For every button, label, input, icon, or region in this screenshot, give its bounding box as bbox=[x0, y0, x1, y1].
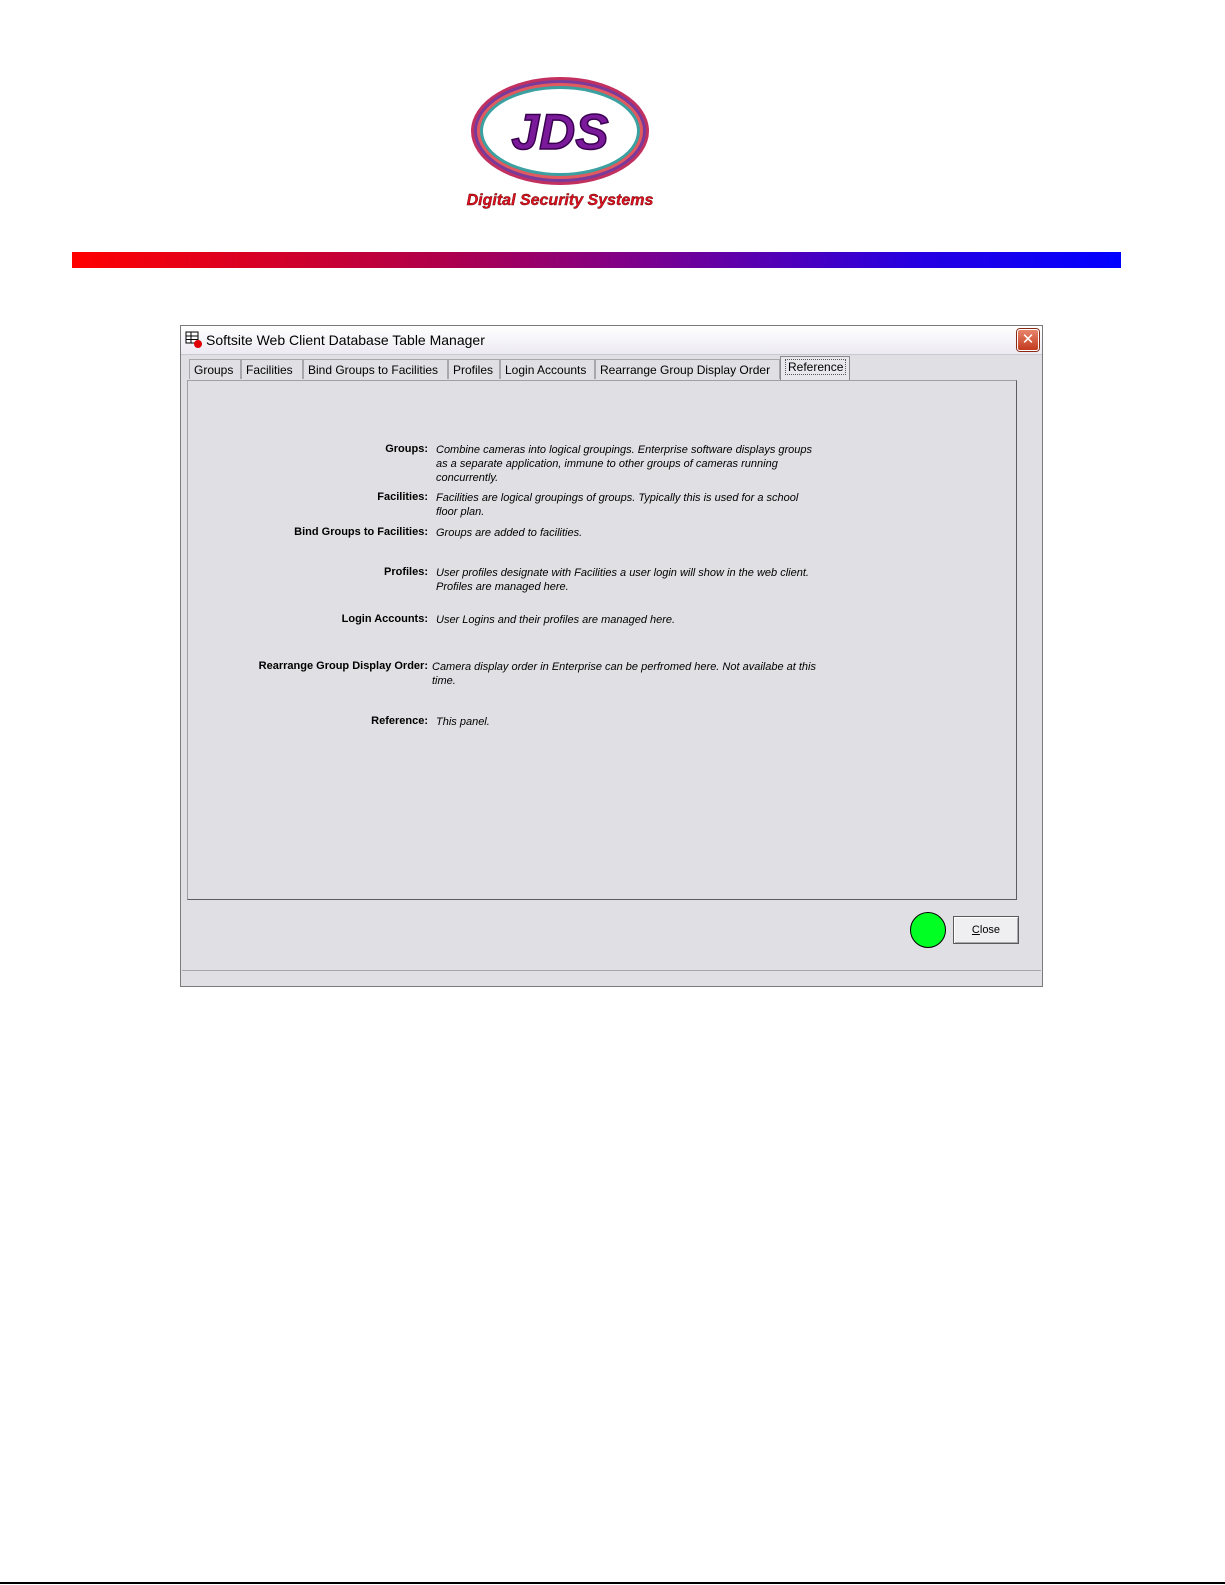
header-gradient-bar bbox=[72, 252, 1121, 268]
status-bar bbox=[182, 970, 1041, 985]
tab-label: Groups bbox=[194, 363, 234, 377]
logo-tagline: Digital Security Systems bbox=[466, 192, 654, 209]
reference-description: Camera display order in Enterprise can be perfromed here. Not availabe at this time. bbox=[432, 661, 816, 687]
table-grid-icon bbox=[185, 331, 203, 349]
tab-label: Reference bbox=[785, 359, 846, 375]
reference-panel bbox=[187, 380, 1017, 900]
tab-label: Login Accounts bbox=[505, 363, 587, 377]
page-bottom-rule bbox=[0, 1582, 1225, 1584]
reference-label: Login Accounts: bbox=[341, 613, 428, 625]
logo-mark-text: JDS bbox=[511, 104, 609, 160]
tab-label: Rearrange Group Display Order bbox=[600, 363, 771, 377]
tab-facilities[interactable] bbox=[241, 359, 303, 379]
reference-label: Profiles: bbox=[383, 566, 428, 578]
jds-logo bbox=[448, 74, 676, 214]
reference-label: Reference: bbox=[371, 715, 428, 727]
close-button[interactable] bbox=[953, 916, 1019, 944]
window-close-button[interactable] bbox=[1017, 329, 1039, 351]
tab-label: Facilities bbox=[246, 363, 293, 377]
tab-groups[interactable] bbox=[189, 359, 241, 379]
close-label: lose bbox=[979, 924, 1001, 936]
reference-label: Bind Groups to Facilities: bbox=[294, 526, 428, 538]
tab-bind-groups-to-facilities[interactable] bbox=[303, 359, 448, 379]
reference-description: Facilities are logical groupings of groups. Typically this is used for a school floor plan. bbox=[436, 492, 799, 518]
reference-description: User profiles designate with Facilities a user login will show in the web client. Profiles are managed here. bbox=[436, 567, 809, 593]
app-window bbox=[180, 325, 1043, 987]
tab-label: Profiles bbox=[453, 363, 494, 377]
reference-description: This panel. bbox=[436, 716, 490, 728]
tab-reference[interactable] bbox=[780, 356, 850, 380]
window-title: Softsite Web Client Database Table Manager bbox=[206, 332, 485, 348]
reference-description: User Logins and their profiles are managed here. bbox=[436, 614, 676, 626]
title-bar[interactable] bbox=[181, 326, 1042, 355]
reference-label: Facilities: bbox=[377, 491, 428, 503]
reference-description: Groups are added to facilities. bbox=[436, 527, 583, 539]
reference-description: Combine cameras into logical groupings. Enterprise software displays groups as a separate application, immune to other groups of cameras running concurrently. bbox=[436, 444, 813, 484]
close-mnemonic: C bbox=[971, 924, 980, 936]
tab-rearrange-group-display-order[interactable] bbox=[595, 359, 780, 379]
tab-label: Bind Groups to Facilities bbox=[308, 363, 439, 377]
tab-login-accounts[interactable] bbox=[500, 359, 595, 379]
reference-label: Groups: bbox=[385, 443, 428, 455]
close-icon: ✕ bbox=[1021, 331, 1035, 348]
status-indicator bbox=[910, 912, 946, 948]
jds-logo-graphic bbox=[448, 74, 676, 214]
tab-profiles[interactable] bbox=[448, 359, 500, 379]
reference-label: Rearrange Group Display Order: bbox=[258, 660, 428, 672]
